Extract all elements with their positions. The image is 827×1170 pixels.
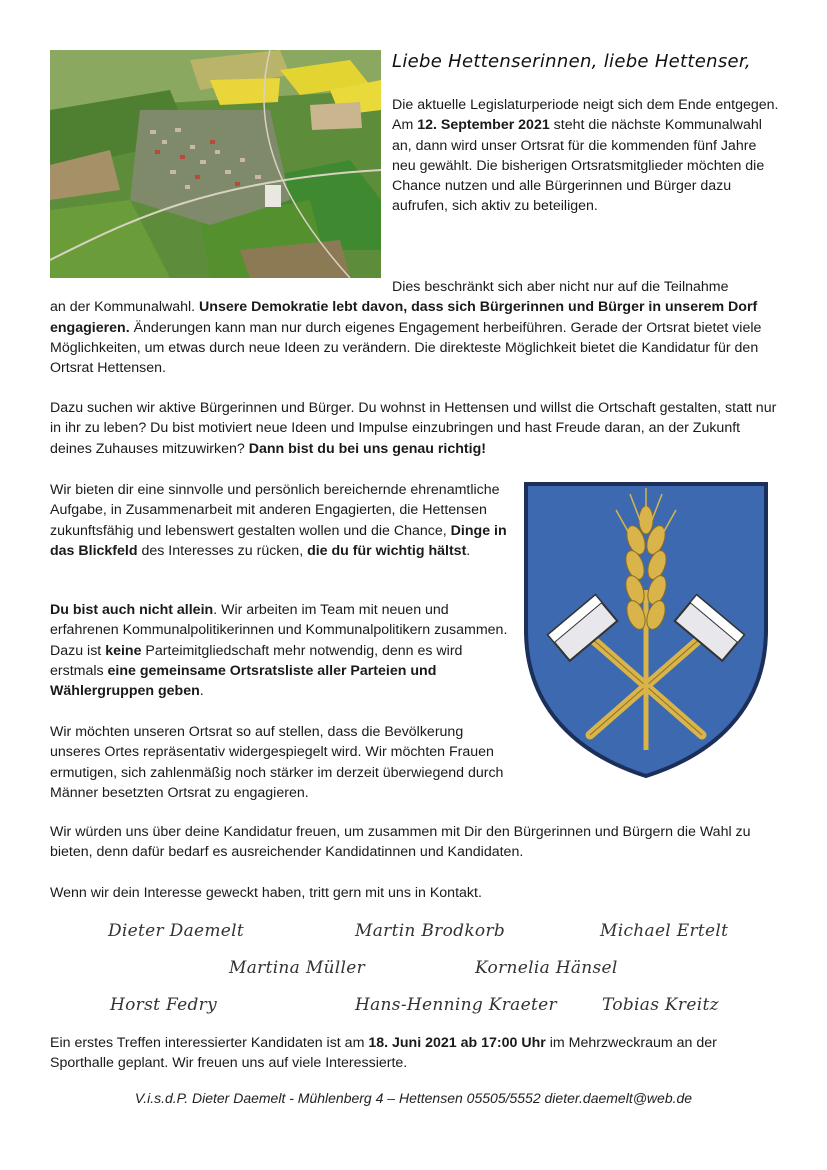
hettensen-coat-of-arms bbox=[522, 480, 770, 780]
signature-dieter-daemelt: Dieter Daemelt bbox=[108, 921, 245, 941]
signature-hans-henning-kraeter: Hans-Henning Kraeter bbox=[355, 995, 557, 1015]
offer-bold-b: die du für wichtig hältst bbox=[307, 542, 467, 559]
footer-imprint: V.i.s.d.P. Dieter Daemelt - Mühlenberg 4 – Hettensen 05505/5552 dieter.daemelt@web.de bbox=[134, 1090, 693, 1106]
signature-kornelia-haensel: Kornelia Hänsel bbox=[475, 958, 618, 978]
democracy-text-b: Änderungen kann man nur durch eigenes Engagement herbeiführen. Gerade der Ortsrat bietet viele Möglichkeiten, um etwas durch neue Ideen zu verändern. Die direkteste Möglichkeit bietet die Kandidatur für den Ortsrat Hettensen. bbox=[50, 319, 762, 377]
team-paragraph bbox=[50, 600, 510, 701]
greeting-heading: Liebe Hettenserinnen, liebe Hettenser, bbox=[392, 51, 751, 72]
offer-paragraph bbox=[50, 480, 510, 561]
signature-horst-fedry: Horst Fedry bbox=[110, 995, 217, 1015]
search-bold: Dann bist du bei uns genau richtig! bbox=[248, 440, 486, 457]
democracy-text-a: an der Kommunalwahl. bbox=[50, 299, 200, 316]
search-text: Dazu suchen wir aktive Bürgerinnen und Bürger. Du wohnst in Hettensen und willst die Ortschaft gestalten, statt nur in ihr zu leben? Du bist motiviert neue Ideen und Impulse einzubringen und hast Freude daran, an der Zukunft deines Zuhauses mitzuwirken? bbox=[50, 400, 777, 457]
offer-text-a: Wir bieten dir eine sinnvolle und persönlich bereichernde ehrenamtliche Aufgabe, in Zusammenarbeit mit anderen Engagierten, die Hettensen zukunftsfähig und lebenswert gestalten wollen und die Chance, bbox=[50, 482, 500, 539]
candidacy-paragraph: Wir würden uns über deine Kandidatur freuen, um zusammen mit Dir den Bürgerinnen und Bürgern die Wahl zu bieten, denn dafür bedarf es ausreichender Kandidatinnen und Kandidaten. bbox=[50, 824, 751, 861]
aerial-photo-illustration bbox=[50, 50, 381, 278]
team-bold-c: eine gemeinsame Ortsratsliste aller Parteien und Wählergruppen geben bbox=[50, 662, 437, 700]
search-paragraph bbox=[50, 398, 780, 459]
election-date: 12. September 2021 bbox=[417, 117, 550, 134]
representation-paragraph: Wir möchten unseren Ortsrat so auf stellen, dass die Bevölkerung unseres Ortes repräsentativ widergespiegelt wird. Wir möchten Frauen ermutigen, sich zahlenmäßig noch stärker im derzeit überwiegend durch Männer besetzten Ortsrat zu engagieren. bbox=[50, 724, 504, 801]
team-text-b: Parteimitgliedschaft mehr notwendig, denn es wird erstmals bbox=[50, 642, 463, 679]
coat-of-arms-icon bbox=[522, 480, 770, 780]
signature-michael-ertelt: Michael Ertelt bbox=[600, 921, 729, 941]
intro-line-1: Die aktuelle Legislaturperiode neigt sich dem Ende entgegen. bbox=[392, 97, 779, 113]
contact-paragraph: Wenn wir dein Interesse geweckt haben, tritt gern mit uns in Kontakt. bbox=[50, 885, 482, 901]
democracy-paragraph bbox=[50, 277, 780, 378]
signature-tobias-kreitz: Tobias Kreitz bbox=[602, 995, 719, 1015]
offer-text-c: . bbox=[466, 542, 471, 559]
intro-text: Am bbox=[392, 117, 418, 134]
team-text-c: . bbox=[199, 683, 204, 700]
meeting-paragraph bbox=[50, 1033, 780, 1074]
aerial-village-photo bbox=[50, 50, 381, 278]
offer-bold-a: Dinge in das Blickfeld bbox=[50, 522, 507, 559]
offer-text-b: des Interesses zu rücken, bbox=[137, 542, 308, 559]
intro-paragraph bbox=[392, 95, 782, 217]
meeting-date: 18. Juni 2021 ab 17:00 Uhr bbox=[368, 1035, 546, 1051]
democracy-bold: Unsere Demokratie lebt davon, dass sich Bürgerinnen und Bürger in unserem Dorf engagieren. bbox=[50, 299, 758, 336]
signature-martin-brodkorb: Martin Brodkorb bbox=[355, 921, 506, 941]
democracy-first-line: Dies beschränkt sich aber nicht nur auf die Teilnahme bbox=[392, 279, 729, 295]
meeting-text-post: im Mehrzweckraum an der Sporthalle geplant. Wir freuen uns auf viele Interessierte. bbox=[50, 1035, 717, 1072]
team-bold-b: keine bbox=[105, 642, 142, 659]
team-bold-a: Du bist auch nicht allein bbox=[50, 602, 214, 618]
team-text-a: . Wir arbeiten im Team mit neuen und erfahrenen Kommunalpolitikerinnen und Kommunalpolitikern zusammen. Dazu ist bbox=[50, 602, 508, 659]
intro-text-rest: steht die nächste Kommunalwahl an, dann wird unser Ortsrat für die kommenden fünf Jahre neu gewählt. Die bisherigen Ortsratsmitglieder möchten die Chance nutzen und alle Bürgerinnen und Bürger dazu aufrufen, sich aktiv zu beteiligen. bbox=[392, 117, 765, 215]
meeting-text-pre: Ein erstes Treffen interessierter Kandidaten ist am bbox=[50, 1035, 369, 1051]
signature-martina-mueller: Martina Müller bbox=[229, 958, 366, 978]
